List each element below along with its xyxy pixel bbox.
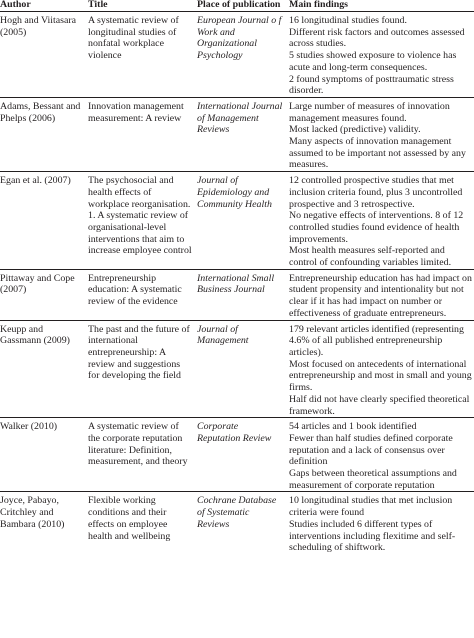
title-cell: A systematic review of the corporate reputation literature: Definition, measurement, and theory [84, 418, 194, 492]
header-title: Title [84, 0, 194, 12]
finding: Fewer than half studies defined corporate reputation and a lack of consensus over definition [289, 432, 453, 468]
finding: 54 articles and 1 book identified [289, 421, 417, 433]
place-cell [194, 269, 285, 320]
place-cell [194, 97, 285, 171]
title-cell: Flexible working conditions and their effects on employee health and wellbeing [88, 495, 171, 542]
finding: Many aspects of innovation management assumed to be important not assessed by any measures. [289, 136, 466, 171]
finding: Most lacked (predictive) validity. [289, 124, 421, 136]
author-cell: Hogh and Viitasara (2005) [0, 12, 84, 98]
finding: Entrepreneurship education has had impact on student propensity and intentionality but not clear if it has had impact on number or effectiveness of graduate entrepreneurs. [289, 272, 472, 319]
findings-cell [285, 418, 474, 492]
header-author: Author [0, 0, 84, 12]
findings-cell [285, 320, 474, 418]
finding: No negative effects of interventions. 8 of 12 controlled studies found evidence of health improvements. [289, 210, 464, 245]
author-cell: Keupp and Gassmann (2009) [0, 320, 84, 418]
finding: 179 relevant articles identified (representing 4.6% of all published entrepreneurship articles). [289, 323, 464, 358]
finding: 16 longitudinal studies found. [289, 15, 407, 26]
table-row [0, 418, 474, 492]
finding: 10 longitudinal studies that met inclusion criteria were found [289, 495, 453, 519]
table-row [0, 320, 474, 418]
publication-name: Journal of Epidemiology and Community Health [197, 175, 272, 210]
author-cell: Egan et al. (2007) [0, 172, 84, 270]
place-cell [194, 320, 285, 418]
finding: Large number of measures of innovation management measures found. [289, 100, 450, 124]
publication-name: Cochrane Database of Systematic Reviews [197, 495, 277, 530]
table-body [0, 12, 474, 554]
findings-cell [285, 172, 474, 270]
publication-name: International Small Business Journal [197, 272, 275, 296]
title-cell: Entrepreneurship education: A systematic review of the evidence [84, 269, 194, 320]
publication-name: Journal of Management [197, 323, 249, 347]
publication-name: European Journal o f Work and Organizational Psychology [197, 15, 282, 62]
author-cell: Walker (2010) [0, 418, 84, 492]
title-cell: The past and the future of international entrepreneurship: A review and suggestions for developing the field [84, 320, 194, 418]
finding: Most health measures self-reported and control of confounding variables limited. [289, 245, 452, 269]
finding: Different risk factors and outcomes assessed across studies. [289, 26, 465, 50]
table-row [0, 12, 474, 98]
finding: Most focused on antecedents of international entrepreneurship and most in small and young firms. [289, 358, 472, 394]
table-row [0, 269, 474, 320]
table-row [0, 492, 474, 554]
finding: Studies included 6 different types of interventions including flexitime and self-scheduling of shiftwork. [289, 518, 456, 554]
table-header-row [0, 0, 474, 12]
place-cell [194, 492, 285, 554]
place-cell [194, 12, 285, 98]
place-cell [194, 418, 285, 492]
author-cell: Joyce, Pabayo, Critchley and Bambara (2010) [0, 495, 65, 530]
place-cell [194, 172, 285, 270]
publication-name: Corporate Reputation Review [197, 421, 272, 444]
table-row [0, 172, 474, 270]
header-findings: Main findings [285, 0, 474, 12]
findings-cell [285, 492, 474, 554]
finding: 12 controlled prospective studies that met inclusion criteria found, plus 3 uncontrolled prospective and 3 retrospective. [289, 175, 463, 210]
author-cell: Pittaway and Cope (2007) [0, 269, 84, 320]
title-cell: The psychosocial and health effects of workplace reorganisation. 1. A systematic review of organisational-level interventions that aim to increase employee control [84, 172, 194, 270]
finding: Half did not have clearly specified theoretical framework. [289, 393, 470, 417]
publication-name: International Journal of Management Reviews [197, 100, 283, 136]
findings-cell [285, 269, 474, 320]
finding: 5 studies showed exposure to violence has acute and long-term consequences. [289, 50, 457, 73]
title-cell: A systematic review of longitudinal studies of nonfatal workplace violence [84, 12, 194, 98]
finding: 2 found symptoms of posttraumatic stress disorder. [289, 73, 454, 97]
findings-cell [285, 12, 474, 98]
table-row [0, 97, 474, 171]
findings-cell [285, 97, 474, 171]
author-cell: Adams, Bessant and Phelps (2006) [0, 97, 84, 171]
header-place: Place of publication [194, 0, 285, 12]
title-cell: Innovation management measurement: A review [84, 97, 194, 171]
finding: Gaps between theoretical assumptions and measurement of corporate reputation [289, 468, 457, 491]
